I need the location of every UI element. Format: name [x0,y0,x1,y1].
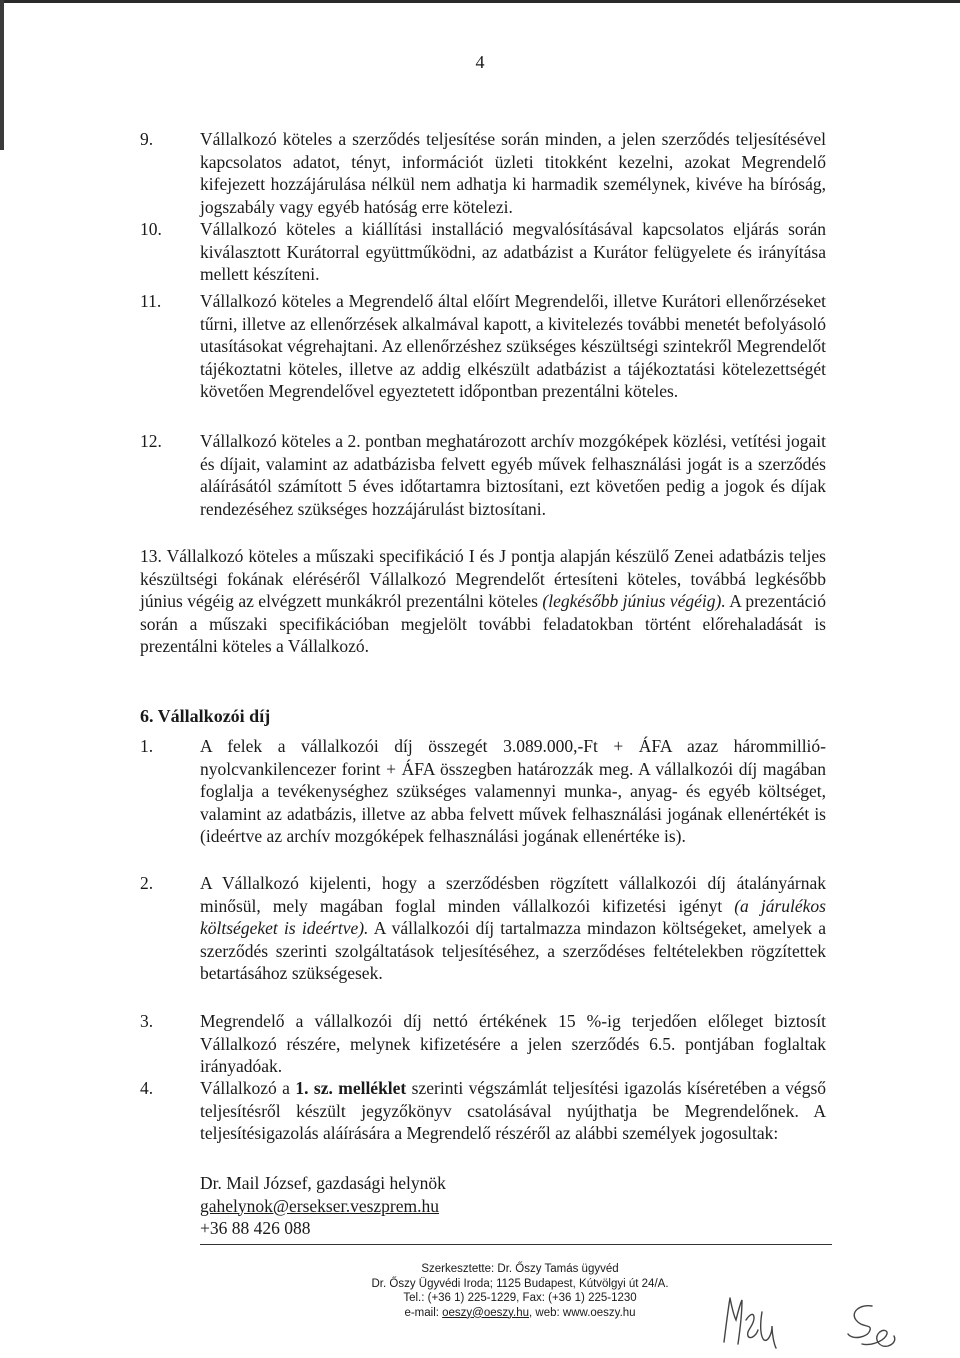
contact-name: Dr. Mail József, gazdasági helynök [200,1173,446,1193]
clause-text [140,1077,826,1145]
clause-number: 10. [140,219,162,239]
footer-author: Szerkesztette: Dr. Őszy Tamás ügyvéd [421,1263,619,1275]
clause-text-part: A Vállalkozó kijelenti, hogy a szerződésben rögzített vállalkozói díj átalányárnak minősül, mely magában foglal minden vállalkozói kifizetési igényt [200,873,826,916]
clause-number: 13. [140,546,162,566]
contact-phone: +36 88 426 088 [200,1218,311,1238]
handwritten-signature [842,1300,900,1356]
contact-email[interactable]: gahelynok@erseksег.veszprem.hu [200,1195,440,1216]
footer-contact [340,1306,700,1321]
footer-phone-fax: Tel.: (+36 1) 225-1229, Fax: (+36 1) 225-1230 [403,1292,637,1304]
contact-block [200,1172,446,1240]
clause-9 [140,128,826,218]
clause-number: 4. [140,1078,154,1098]
clause-text [140,872,826,985]
handwritten-initials-signature [720,1290,790,1352]
clause-number: 2. [140,873,154,893]
clause-10 [140,218,826,286]
clause-number: 9. [140,129,154,149]
section-heading: 6. Vállalkozói díj [140,706,271,726]
footer-web: , web: www.oeszy.hu [529,1306,636,1319]
clause-number: 1. [140,736,154,756]
clause-text-italic: (legkésőbb június végéig). [542,591,726,611]
footer [340,1262,700,1320]
clause-text-part: Vállalkozó a [200,1078,296,1098]
clause-text: Vállalkozó köteles a kiállítási installáció megvalósításával kapcsolatos eljárás során kiválasztott Kurátorral együttműködni, az adatbázist a Kurátor felügyelete és irányítása mellett készíteni. [200,219,826,284]
clause-text-italic: (a járulékos költségeket is ideértve). [200,895,826,938]
clause-text: Megrendelő a vállalkozói díj nettó értékének 15 %-ig terjedően előleget biztosít Vállalkozó részére, melynek kifizetésére a jelen szerződés 6.5. pontjában foglaltak irányadóak. [200,1011,826,1076]
clause-text: Vállalkozó köteles a szerződés teljesítése során minden, a jelen szerződés teljesítésével kapcsolatos adatot, tényt, információt üzleti titokként kezelni, azokat Megrendelő kifejezett hozzájárulása nélkül nem adhatja ki harmadik személynek, kivéve ha bíróság, jogszabály vagy egyéb hatóság erre kötelezi. [200,129,826,217]
clause-text: A felek a vállalkozói díj összegét 3.089.000,-Ft + ÁFA azaz hárommillió-nyolcvankilencezer forint + ÁFA összegben határozzák meg. A vállalkozói díj magában foglalja a tevékenységhez szükséges valamennyi munka-, anyag- és egyéb költséget, valamint az adatbázis, illetve az abba felvett művek felhasználási jogának ellenértékét is (ideértve az archív mozgóképek felhasználási jogának ellenértéke is). [200,736,826,846]
clause-number: 11. [140,291,162,311]
clause-text-bold: 1. sz. melléklet [295,1078,407,1098]
scan-left-mark [0,0,4,150]
scan-top-border [0,0,960,3]
page-number: 4 [475,52,485,72]
footer-email-link[interactable]: oeszy@oeszy.hu [442,1306,530,1319]
clause-text [140,545,826,658]
fee-clause-4 [140,1077,826,1145]
fee-clause-1 [140,735,826,848]
footer-divider [200,1244,832,1245]
clause-text: Vállalkozó köteles a 2. pontban meghatározott archív mozgóképek közlési, vetítési jogait és díjait, valamint az adatbázisba felvett egyéb művek felhasználási jogát is a szerződés aláírásától számított 5 éves időtartamra biztosítani, ezt követően pedig a jogok és díjak rendezéséhez szükséges hozzájárulást biztosítani. [200,431,826,519]
fee-clause-2 [140,872,826,985]
clause-text: Vállalkozó köteles a Megrendelő által előírt Megrendelői, illetve Kurátori ellenőrzéseket tűrni, illetve az ellenőrzések alkalmával kapott, a kivitelezés további menetét befolyásoló utasításokat végrehajtani. Az ellenőrzéshez szükséges készültségi szintekről Megrendelőt tájékoztatni köteles, illetve az addig elkészült adatbázist a tájékoztatási kötelezettségét követően Megrendelővel egyeztetett időpontban prezentálni köteles. [200,291,826,401]
footer-address: Dr. Őszy Ügyvédi Iroda; 1125 Budapest, Kútvölgyi út 24/A. [371,1277,669,1290]
fee-clause-3 [140,1010,826,1078]
clause-13 [140,545,826,658]
clause-text-part: A prezentáció során a műszaki specifikációban megjelölt további feladatokban történt előrehaladását is prezentálni köteles a Vállalkozó. [140,591,826,656]
clause-12 [140,430,826,520]
clause-text-part: szerinti végszámlát teljesítési igazolás kíséretében a végső teljesítésről készült jegyzőkönyv csatolásával nyújthatja be Megrendelőnek. A teljesítésigazolás aláírására a Megrendelő részéről az alábbi személyek jogosultak: [200,1078,827,1143]
clause-text-part: A vállalkozói díj tartalmazza mindazon költségeket, amelyek a szerződés szerinti szolgáltatások teljesítéséhez, a szerződéses feltételekben rögzítettek betartásához szükségesek. [200,918,826,983]
clause-number: 12. [140,431,162,451]
clause-number: 3. [140,1011,154,1031]
clause-11 [140,290,826,403]
clause-text-part: Vállalkozó köteles a műszaki specifikáció I és J pontja alapján készülő Zenei adatbázis teljes készültségi fokának eléréséről Vállalkozó Megrendelőt értesíteni köteles, továbbá legkésőbb június végéig az elvégzett munkákról prezentálni köteles [140,546,826,611]
footer-email-prefix: e-mail: [404,1306,443,1319]
